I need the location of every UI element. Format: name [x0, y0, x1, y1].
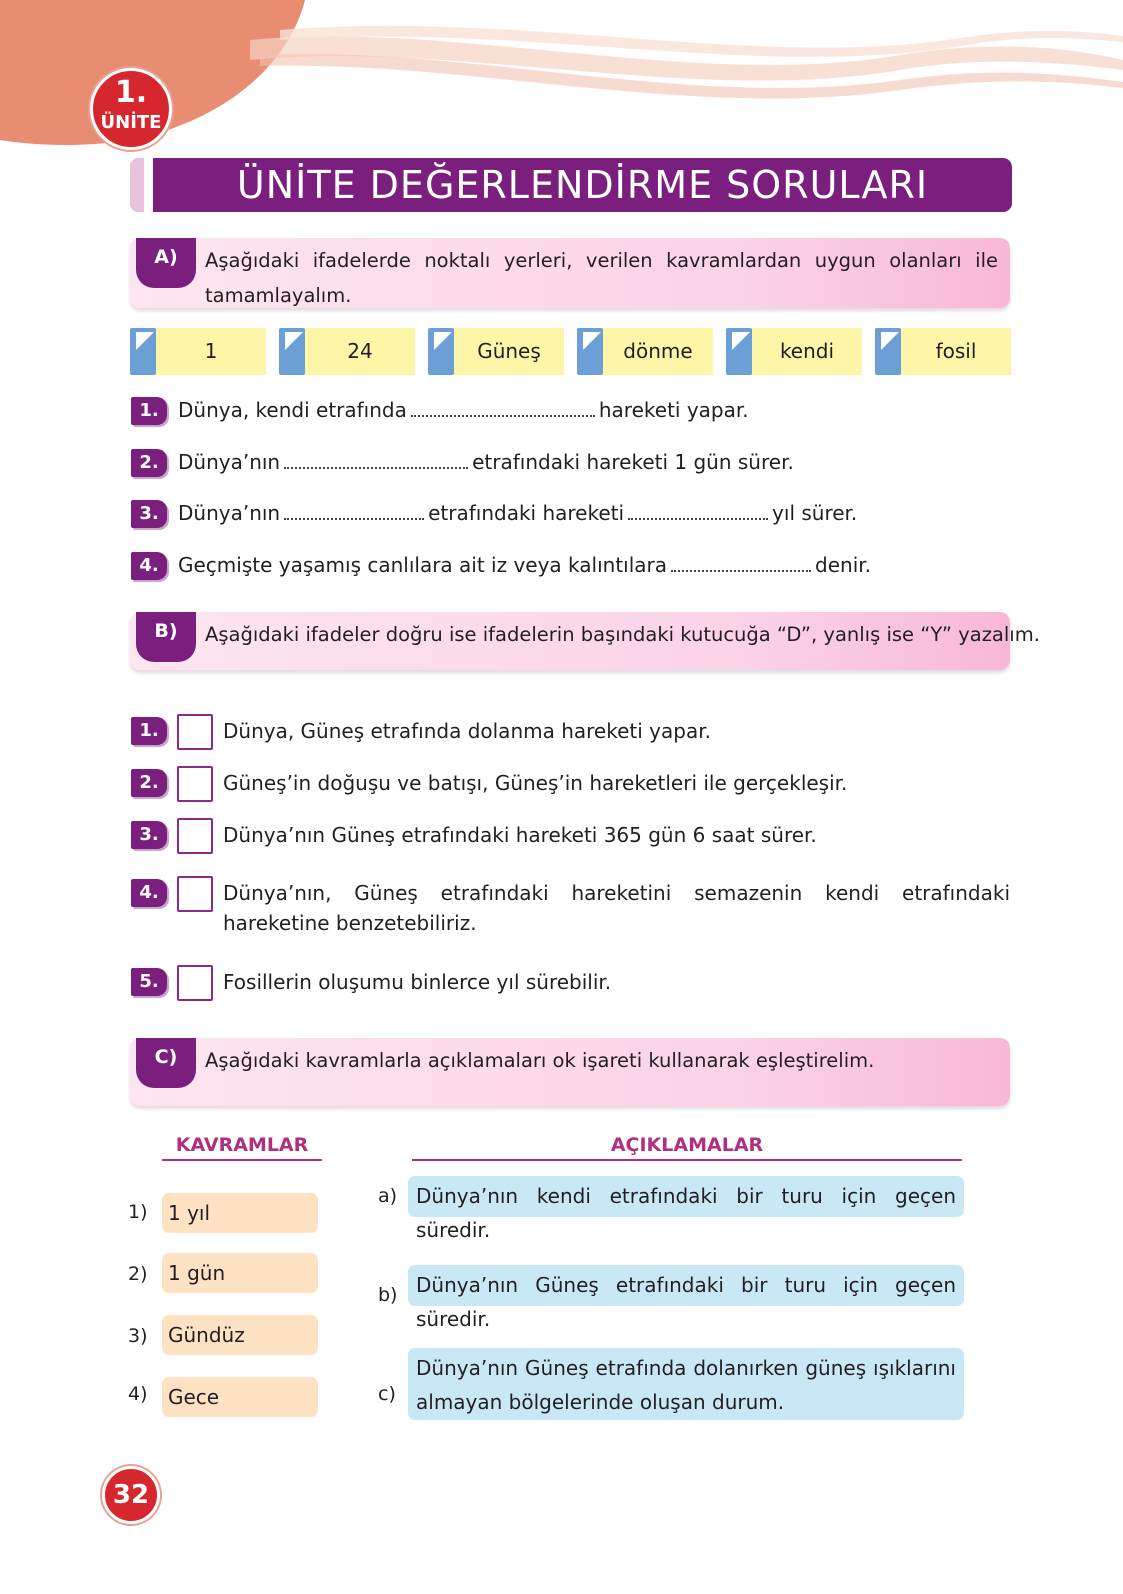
- word-chip: [130, 328, 266, 375]
- folded-paper-icon: [428, 328, 454, 375]
- section-b-header: [130, 612, 1040, 670]
- blank-field[interactable]: [628, 500, 768, 520]
- section-a-label: A): [136, 238, 196, 288]
- concept-number: 1): [128, 1201, 148, 1223]
- answer-checkbox[interactable]: [177, 766, 213, 802]
- title-bar: [130, 158, 1012, 212]
- word-chip: [577, 328, 713, 375]
- header-underline: [162, 1159, 322, 1161]
- blank-field[interactable]: [411, 397, 595, 417]
- item-number: 3.: [131, 500, 167, 528]
- concept-box[interactable]: 1 yıl: [162, 1193, 318, 1233]
- true-false-statement: Fosillerin oluşumu binlerce yıl sürebilir.: [223, 970, 612, 994]
- concept-number: 3): [128, 1325, 148, 1347]
- concept-box[interactable]: Gündüz: [162, 1315, 318, 1355]
- header-underline: [412, 1159, 962, 1161]
- folded-paper-icon: [875, 328, 901, 375]
- title-stripe: [144, 158, 153, 212]
- item-number: 2.: [131, 449, 167, 477]
- concept-number: 4): [128, 1383, 148, 1405]
- explanations-header: AÇIKLAMALAR: [610, 1134, 764, 1156]
- answer-checkbox[interactable]: [177, 965, 213, 1001]
- fill-blank-item: Geçmişte yaşamış canlılara ait iz veya kalıntılara denir.: [178, 553, 871, 577]
- explanation-letter: b): [378, 1284, 398, 1306]
- page-title: ÜNİTE DEĞERLENDİRME SORULARI: [236, 163, 929, 207]
- explanation-letter: a): [378, 1185, 398, 1207]
- blank-field[interactable]: [284, 449, 468, 469]
- fill-blank-item: Dünya, kendi etrafında hareketi yapar.: [178, 398, 749, 422]
- blank-field[interactable]: [284, 500, 424, 520]
- concept-number: 2): [128, 1263, 148, 1285]
- blank-field[interactable]: [671, 552, 811, 572]
- explanation-letter: c): [378, 1383, 396, 1405]
- word-chip-label: 24: [347, 339, 373, 363]
- unit-badge: [90, 68, 172, 150]
- answer-checkbox[interactable]: [177, 818, 213, 854]
- unit-number: 1.: [114, 75, 148, 110]
- item-number: 2.: [131, 769, 167, 797]
- word-chip-label: kendi: [779, 339, 835, 363]
- true-false-statement: Dünya’nın, Güneş etrafındaki hareketini semazenin kendi etrafındaki hareketine benzetebiliriz.: [223, 881, 1010, 935]
- section-c-instruction: Aşağıdaki kavramlarla açıklamaları ok işareti kullanarak eşleştirelim.: [205, 1049, 875, 1072]
- true-false-statement: Dünya, Güneş etrafında dolanma hareketi yapar.: [223, 719, 711, 743]
- folded-paper-icon: [577, 328, 603, 375]
- item-number: 5.: [131, 968, 167, 996]
- section-b-label: B): [136, 612, 196, 662]
- word-chip: [875, 328, 1011, 375]
- item-number: 4.: [131, 879, 167, 907]
- folded-paper-icon: [130, 328, 156, 375]
- word-chip: [726, 328, 862, 375]
- word-chip-label: 1: [204, 339, 218, 363]
- word-chip: [279, 328, 415, 375]
- section-a-header: [130, 238, 1010, 308]
- title-stripe: [130, 158, 144, 212]
- item-number: 1.: [131, 397, 167, 425]
- explanation-box[interactable]: Dünya’nın Güneş etrafındaki bir turu için geçen süredir.: [408, 1265, 964, 1306]
- concept-box[interactable]: 1 gün: [162, 1253, 318, 1293]
- folded-paper-icon: [279, 328, 305, 375]
- fill-blank-item: Dünya’nın etrafındaki hareketi 1 gün sürer.: [178, 450, 794, 474]
- explanation-box[interactable]: Dünya’nın Güneş etrafında dolanırken güneş ışıklarını almayan bölgelerinde oluşan durum.: [408, 1348, 964, 1420]
- answer-checkbox[interactable]: [177, 714, 213, 750]
- section-a-instruction: Aşağıdaki ifadelerde noktalı yerleri, verilen kavramlardan uygun olanları ile tamamlayalım.: [205, 249, 998, 307]
- item-number: 1.: [131, 717, 167, 745]
- item-number: 3.: [131, 821, 167, 849]
- concept-box[interactable]: Gece: [162, 1377, 318, 1417]
- word-chip-label: fosil: [935, 339, 977, 363]
- fill-blank-item: Dünya’nın etrafındaki hareketi yıl sürer.: [178, 501, 858, 525]
- word-chip: [428, 328, 564, 375]
- folded-paper-icon: [726, 328, 752, 375]
- item-number: 4.: [131, 552, 167, 580]
- word-chip-label: dönme: [623, 339, 693, 363]
- true-false-statement: Güneş’in doğuşu ve batışı, Güneş’in hareketleri ile gerçekleşir.: [223, 771, 848, 795]
- word-chip-label: Güneş: [477, 339, 541, 363]
- section-b-instruction: Aşağıdaki ifadeler doğru ise ifadelerin başındaki kutucuğa “D”, yanlış ise “Y” yazalım.: [205, 623, 1040, 646]
- explanation-box[interactable]: Dünya’nın kendi etrafındaki bir turu için geçen süredir.: [408, 1176, 964, 1217]
- answer-checkbox[interactable]: [177, 876, 213, 912]
- section-c-label: C): [136, 1038, 196, 1088]
- unit-word: ÜNİTE: [100, 112, 162, 133]
- section-c-header: [130, 1038, 1010, 1106]
- page-number: 32: [102, 1466, 160, 1524]
- concepts-header: KAVRAMLAR: [175, 1134, 309, 1156]
- true-false-statement: Dünya’nın Güneş etrafındaki hareketi 365 gün 6 saat sürer.: [223, 823, 817, 847]
